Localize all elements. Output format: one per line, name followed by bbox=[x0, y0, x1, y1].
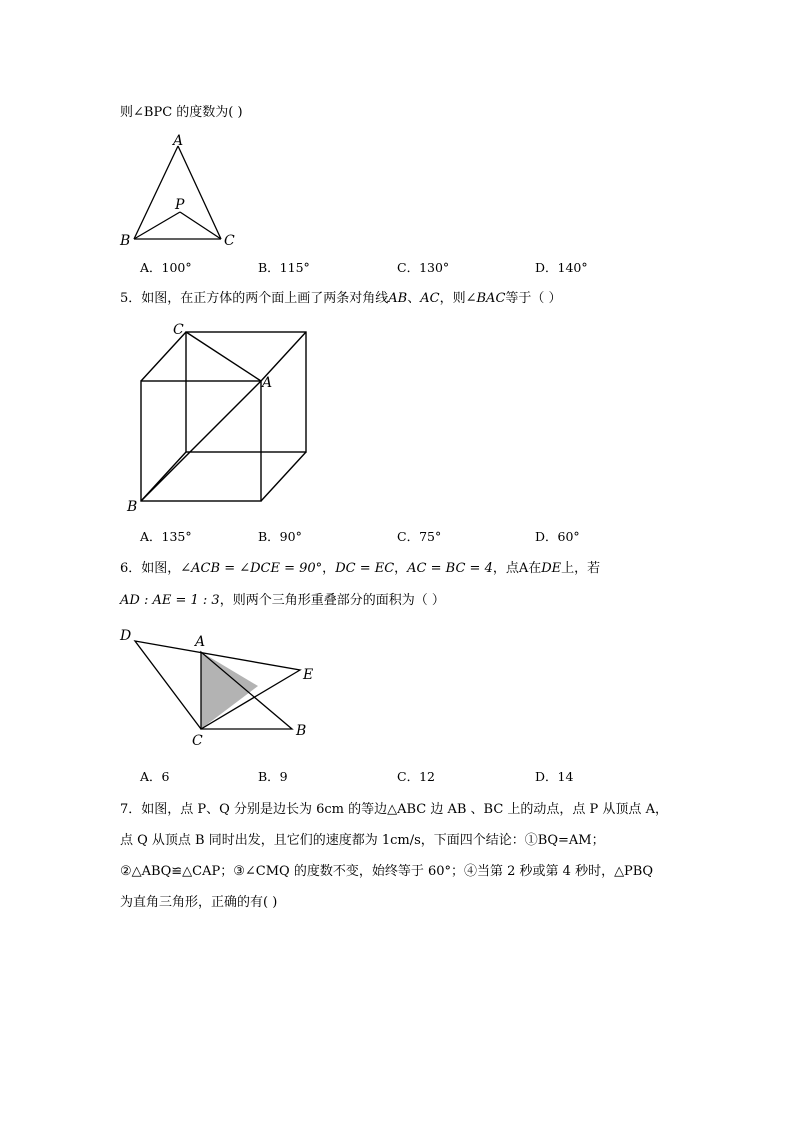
q6-option-a: A．6 bbox=[140, 769, 170, 784]
q6-label-d: D bbox=[120, 628, 132, 644]
q6-post: 上，若 bbox=[561, 561, 601, 576]
q6-cond2: DC = EC bbox=[335, 561, 395, 576]
q4-triangle-figure bbox=[110, 128, 260, 253]
q4-stem: 则∠BPC 的度数为( ) bbox=[120, 105, 243, 120]
q6-stem-line2 bbox=[120, 593, 445, 609]
q6-line1-pre: 6．如图， bbox=[120, 561, 181, 576]
q7-stem-line2: 点 Q 从顶点 B 同时出发，且它们的速度都为 1cm/s，下面四个结论：①BQ=AM； bbox=[120, 833, 605, 848]
q6-mid: ，点A在 bbox=[492, 561, 542, 576]
q4-option-a: A．100° bbox=[140, 260, 192, 275]
q5-cube-back-face bbox=[186, 332, 306, 452]
q6-overlap-region bbox=[201, 652, 258, 729]
q6-ratio: AD : AE = 1 : 3 bbox=[120, 593, 220, 608]
q6-cond3: AC = BC = 4 bbox=[407, 561, 493, 576]
q7-stem-line4: 为直角三角形，正确的有( ) bbox=[120, 895, 278, 910]
q5-ac: AC bbox=[420, 291, 440, 306]
q5-option-b: B．90° bbox=[258, 529, 302, 544]
q5-option-c: C．75° bbox=[397, 529, 442, 544]
q6-stem-line1 bbox=[120, 561, 600, 577]
q5-mid: ，则 bbox=[439, 291, 466, 306]
q5-ab: AB bbox=[388, 291, 408, 306]
q6-line2-post: ，则两个三角形重叠部分的面积为（ ） bbox=[219, 593, 445, 608]
q5-stem-pre: 5．如图，在正方体的两个面上画了两条对角线 bbox=[120, 291, 389, 306]
q4-label-b: B bbox=[120, 233, 131, 249]
q4-label-p: P bbox=[175, 197, 185, 213]
q6-label-b: B bbox=[296, 723, 307, 739]
q5-label-c: C bbox=[173, 322, 184, 338]
q5-cube-edge-br bbox=[261, 452, 306, 501]
q5-label-b: B bbox=[127, 499, 138, 515]
q4-option-d: D．140° bbox=[535, 260, 588, 275]
q6-label-c: C bbox=[192, 733, 203, 749]
q5-sep: 、 bbox=[407, 291, 421, 306]
q6-option-d: D．14 bbox=[535, 769, 574, 784]
q5-cube-figure bbox=[120, 318, 320, 518]
q6-label-a: A bbox=[195, 634, 206, 650]
q5-cube-edge-tr bbox=[261, 332, 306, 381]
q4-option-c: C．130° bbox=[397, 260, 450, 275]
q6-comma2: ， bbox=[394, 561, 408, 576]
q6-cond1: ∠ACB = ∠DCE = 90° bbox=[180, 561, 323, 576]
q6-comma1: ， bbox=[322, 561, 336, 576]
q5-cube-edge-tl bbox=[141, 332, 186, 381]
q6-de: DE bbox=[541, 561, 562, 576]
q5-stem bbox=[120, 291, 562, 307]
q5-label-a: A bbox=[262, 375, 273, 391]
q6-label-e: E bbox=[303, 667, 314, 683]
q7-stem-line1: 7．如图，点 P、Q 分别是边长为 6cm 的等边△ABC 边 AB 、BC 上的动点，点 P 从顶点 A， bbox=[120, 802, 668, 817]
q6-option-b: B．9 bbox=[258, 769, 288, 784]
q4-label-c: C bbox=[224, 233, 235, 249]
q5-post: 等于（ ） bbox=[505, 291, 562, 306]
q5-diagonal-ba bbox=[141, 381, 261, 501]
q5-option-d: D．60° bbox=[535, 529, 580, 544]
q4-side-ab bbox=[134, 146, 178, 239]
q6-option-c: C．12 bbox=[397, 769, 435, 784]
q5-option-a: A．135° bbox=[140, 529, 192, 544]
q5-diagonal-ca bbox=[186, 332, 261, 381]
q7-stem-line3: ②△ABQ≌△CAP；③∠CMQ 的度数不变，始终等于 60°；④当第 2 秒或第 4 秒时，△PBQ bbox=[120, 864, 654, 879]
q4-option-b: B．115° bbox=[258, 260, 310, 275]
q5-angle: ∠BAC bbox=[465, 291, 506, 306]
q4-label-a: A bbox=[173, 133, 184, 149]
q6-triangles-figure bbox=[110, 622, 330, 752]
